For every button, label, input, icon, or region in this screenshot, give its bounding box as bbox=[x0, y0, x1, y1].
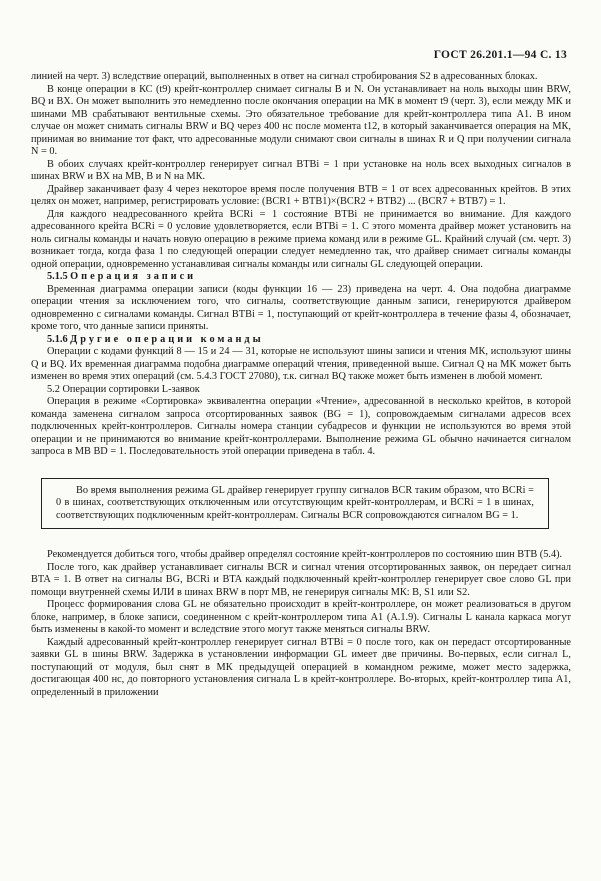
paragraph: В обоих случаях крейт-контроллер генерирует сигнал BTBi = 1 при установке на ноль всех выходных сигналов в шинах BRW и BX на МВ, В и N на МК. bbox=[31, 158, 571, 182]
page-number: С. 13 bbox=[539, 49, 567, 61]
paragraph: После того, как драйвер устанавливает сигналы BCR и сигнал чтения отсортированных заявок, он передает сигнал BTA = 1. В ответ на сигналы BG, BCRi и BTA каждый подключенный крейт-контроллер генерирует свое слово GL при помощи внутренней схемы ИЛИ в шинах BRW в порт МВ, не генерируя сигналы МК: В, S1 или S2. bbox=[31, 561, 571, 598]
paragraph: Операция в режиме «Сортировка» эквивалентна операции «Чтение», адресованной в несколько крейтов, в которой команда заменена сигналом запроса отсортированных заявок (BG = 1), сопровождаемым сигналами адресов всех подключенных крейт-контроллеров. Сигналы номера станции субадресов и функции не используются во время этой операции и не принимаются во внимание крейт-контроллерами. Выполнение режима GL обычно начинается сигналом запроса в МВ BD = 1. Последовательность этой операции приведена в табл. 4. bbox=[31, 396, 571, 457]
box-text: Во время выполнения режима GL драйвер генерирует группу сигналов BCR таким образом, что BCRi = 0 в шинах, соответствующих отключенным или отсутствующим крейт-контроллерам, и BCRi = 1 в шинах, соответствующих подключенным крейт-контроллерам. Сигналы BCR сопровождаются сигналом BG = 1. bbox=[56, 484, 534, 521]
section-number: 5.1.6 bbox=[47, 333, 68, 345]
paragraph: Временная диаграмма операции записи (коды функции 16 — 23) приведена на черт. 4. Она подобна диаграмме операции чтения за исключением того, что сигналы, соответствующие данным записи, генерируются драйвером одновременно с сигналами команды. Сигнал BTBi = 1, поступающий от крейт-контроллера в течение фазы 4, обозначает, кроме того, что данные записи приняты. bbox=[31, 283, 571, 332]
paragraph: Каждый адресованный крейт-контроллер генерирует сигнал BTBi = 0 после того, как он передаст отсортированные заявки GL в шины BRW. Задержка в установлении информации GL имеет две причины. Во-первых, если сигнал L, поступающий от модуля, был снят в МК предыдущей операцией в командном режиме, может место задержка, достигающая 400 нс, до повторного установления сигнала L в крейт-контроллере. Во-вторых, крейт-контроллер типа А1, определенный в приложении bbox=[31, 636, 571, 698]
framed-requirement-box bbox=[41, 478, 549, 530]
section-heading-5-1-5 bbox=[31, 271, 571, 284]
paragraph: Для каждого неадресованного крейта BCRi = 1 состояние BTBi не принимается во внимание. Для каждого адресованного крейта BCRi = 0 условие удовлетворяется, если BTBi = 1. С этого момента драйвер может установить на ноль сигналы команды и начать новую операцию в режиме приема команд или в режиме GL. Крайний случай (см. черт. 3) возникает тогда, когда фаза 1 по следующей операции следует немедленно так, что драйвер снимает сигналы команды одной операции, одновременно устанавливая сигналы команды или сигналы GL следующей операции. bbox=[31, 208, 571, 270]
page-header bbox=[434, 49, 567, 61]
standard-number: ГОСТ 26.201.1—94 bbox=[433, 49, 537, 61]
paragraph: Процесс формирования слова GL не обязательно происходит в крейт-контроллере, он может реализоваться в другом блоке, например, в блоке записи, соединенном с крейт-контроллером типа А1 (А.1.9). Сигналы L канала каркаса могут быть изменены в какой-то момент и вследствие этого могут также меняться сигналы BRW. bbox=[31, 599, 571, 635]
section-title: Операция записи bbox=[70, 271, 197, 282]
paragraph: В конце операции в КС (t9) крейт-контроллер снимает сигналы В и N. Он устанавливает на ноль выходы шин BRW, BQ и BX. Он может выполнить это немедленно после окончания операции на МК в момент t9 (черт. 3), если между МК и шинами МВ срабатывают вентильные схемы. Это обязательное требование для крейт-контроллера типа А1. В ином случае он может снимать сигналы BRW и BQ через 400 нс после момента t12, в который заканчивается операция на МК, принимая во внимание тот факт, что адресованные модули снимают свои сигналы в шинах R и Q при получении сигнала N = 0. bbox=[31, 83, 571, 157]
section-title: Другие операции команды bbox=[70, 333, 264, 345]
section-heading-5-2: 5.2 Операции сортировки L-заявок bbox=[47, 383, 200, 395]
paragraph: Рекомендуется добиться того, чтобы драйвер определял состояние крейт-контроллеров по состоянию шин BTB (5.4). bbox=[47, 549, 563, 560]
paragraph: Операции с кодами функций 8 — 15 и 24 — 31, которые не используют шины записи и чтения МК, используют шины Q и BQ. Их временная диаграмма подобна диаграмме операций чтения, приведенной выше. Сигнал Q на МК может быть изменен во время этих операций (см. 5.4.3 ГОСТ 27080), т.к. сигнал BQ также может быть изменен в любой момент. bbox=[31, 346, 571, 382]
body-text bbox=[31, 71, 571, 699]
section-number: 5.1.5 bbox=[47, 271, 68, 282]
paragraph: линией на черт. 3) вследствие операций, выполненных в ответ на сигнал стробирования S2 в адресованных блоках. bbox=[31, 71, 538, 82]
paragraph: Драйвер заканчивает фазу 4 через некоторое время после получения BTB = 1 от всех адресованных крейтов. В этих целях он может, например, регистрировать условие: (BCR1 + BTB1)×(BCR2 + BTB2) ... (BCR7 + BTB7) = 1. bbox=[31, 183, 571, 207]
section-heading-5-1-6 bbox=[31, 334, 571, 347]
